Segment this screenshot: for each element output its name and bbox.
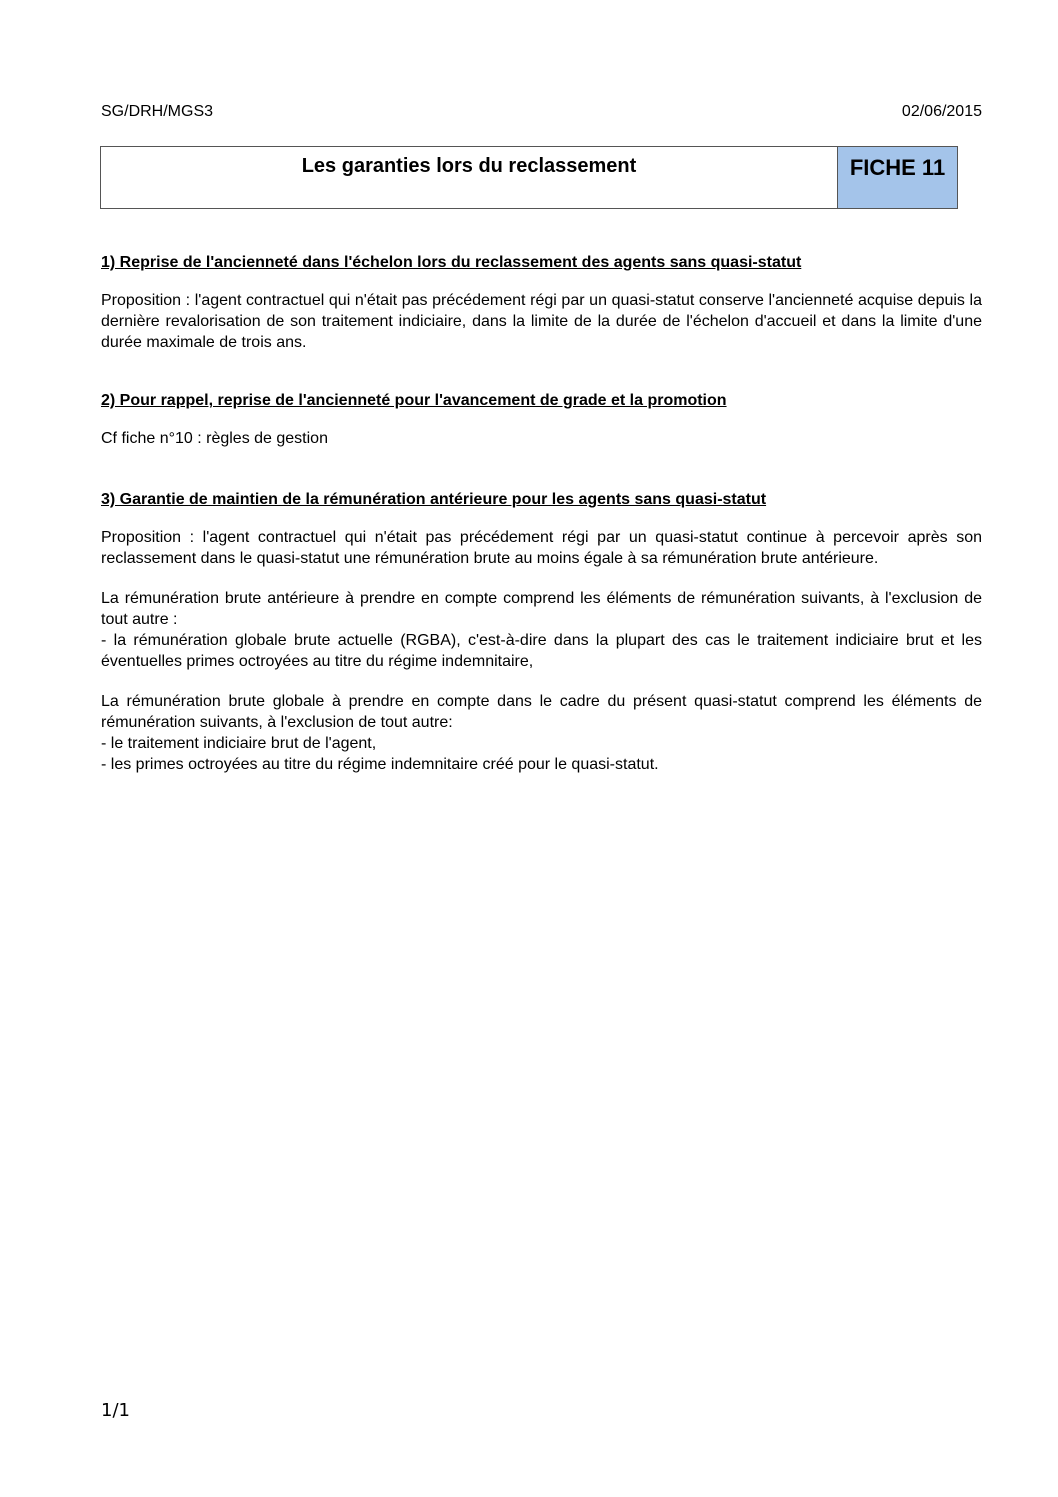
paragraph: Cf fiche n°10 : règles de gestion	[101, 430, 328, 447]
paragraph	[101, 691, 982, 775]
document-date: 02/06/2015	[901, 103, 982, 120]
section-heading: 3) Garantie de maintien de la rémunération antérieure pour les agents sans quasi-statut	[101, 491, 767, 508]
paragraph: Proposition : l'agent contractuel qui n'était pas précédement régi par un quasi-statut conserve l'ancienneté acquise depuis la dernière revalorisation de son traitement indiciaire, dans la limite de la durée de l'échelon d'accueil et dans la limite d'une durée maximale de trois ans.	[101, 292, 982, 351]
section-heading: 2) Pour rappel, reprise de l'ancienneté pour l'avancement de grade et la promotion	[101, 392, 727, 409]
paragraph	[101, 588, 982, 672]
section-1	[101, 252, 982, 353]
document-title: Les garanties lors du reclassement	[101, 147, 838, 208]
section-3	[101, 489, 982, 775]
paragraph-line: La rémunération brute antérieure à prendre en compte comprend les éléments de rémunération suivants, à l'exclusion de tout autre :	[101, 590, 982, 628]
paragraph: Proposition : l'agent contractuel qui n'était pas précédement régi par un quasi-statut continue à percevoir après son reclassement dans le quasi-statut une rémunération brute au moins égale à sa rémunération brute antérieure.	[101, 529, 982, 567]
document-reference: SG/DRH/MGS3	[101, 103, 214, 120]
fiche-label: FICHE 11	[838, 147, 957, 208]
section-heading: 1) Reprise de l'ancienneté dans l'échelon lors du reclassement des agents sans quasi-statut	[101, 254, 802, 271]
page-number: 1/1	[101, 1400, 130, 1421]
title-box	[100, 146, 958, 209]
section-2	[101, 390, 982, 449]
document-body	[101, 252, 982, 812]
list-item: - le traitement indiciaire brut de l'agent,	[101, 735, 377, 752]
paragraph-line: La rémunération brute globale à prendre en compte dans le cadre du présent quasi-statut comprend les éléments de rémunération suivants, à l'exclusion de tout autre:	[101, 693, 982, 731]
list-item: - la rémunération globale brute actuelle (RGBA), c'est-à-dire dans la plupart des cas le traitement indiciaire brut et les éventuelles primes octroyées au titre du régime indemnitaire,	[101, 632, 982, 670]
list-item: - les primes octroyées au titre du régime indemnitaire créé pour le quasi-statut.	[101, 756, 659, 773]
